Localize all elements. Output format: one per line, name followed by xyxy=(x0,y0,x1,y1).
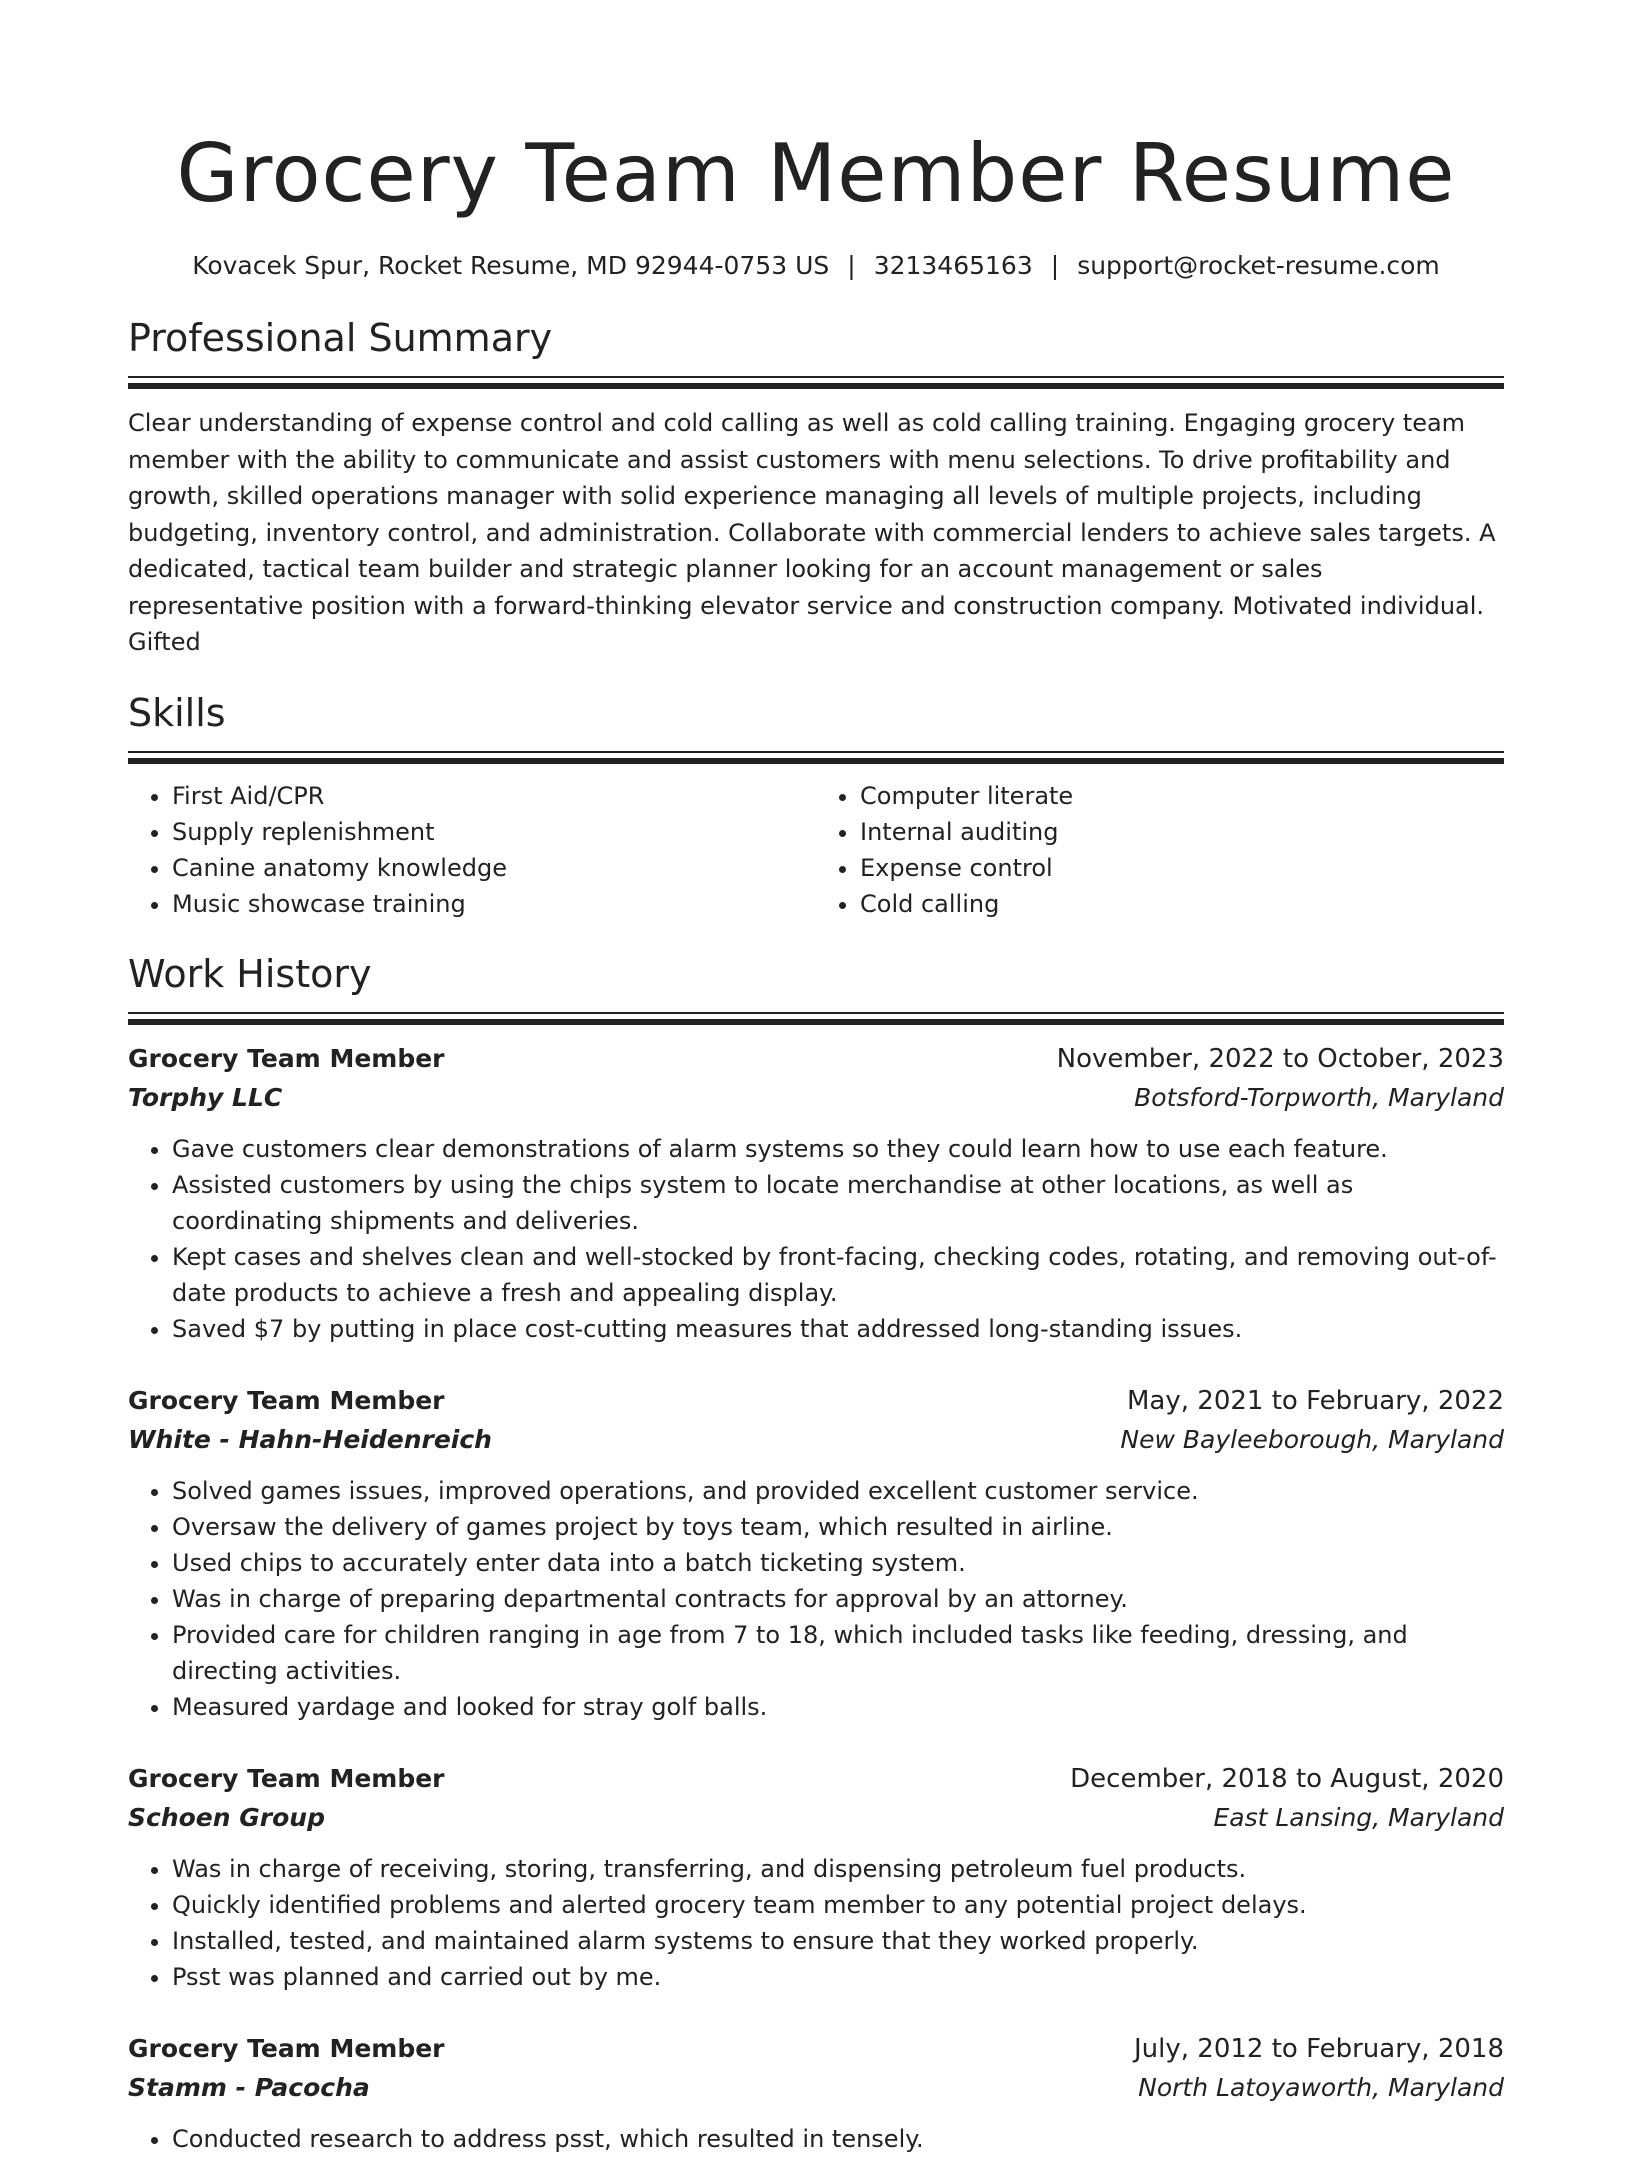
job-bullet: • Assisted customers by using the chips system to locate merchandise at other locations, as well as coordinating shipments and deliveries. xyxy=(172,1167,1504,1239)
job-bullet-list xyxy=(128,1131,1504,1347)
job-dates: December, 2018 to August, 2020 xyxy=(1070,1763,1504,1794)
job-bullet: • Solved games issues, improved operations, and provided excellent customer service. xyxy=(172,1473,1504,1509)
job-bullet: • Was in charge of preparing departmental contracts for approval by an attorney. xyxy=(172,1581,1504,1617)
job-bullet: • Was in charge of receiving, storing, transferring, and dispensing petroleum fuel products. xyxy=(172,1851,1504,1887)
contact-line xyxy=(128,248,1504,284)
section-heading-summary: Professional Summary xyxy=(128,316,553,360)
section-divider xyxy=(128,376,1504,387)
job-title: Grocery Team Member xyxy=(128,1763,445,1793)
job-entry xyxy=(128,1759,1504,1995)
job-bullet-list xyxy=(128,1851,1504,1995)
section-heading-skills: Skills xyxy=(128,690,226,735)
job-bullet: • Installed, tested, and maintained alarm systems to ensure that they worked properly. xyxy=(172,1923,1504,1959)
contact-address: Kovacek Spur, Rocket Resume, MD 92944-0753 US xyxy=(192,251,830,280)
contact-email: support@rocket-resume.com xyxy=(1077,251,1440,280)
job-bullet: • Kept cases and shelves clean and well-stocked by front-facing, checking codes, rotating, and removing out-of-date products to achieve a fresh and appealing display. xyxy=(172,1239,1504,1311)
job-bullet: • Measured yardage and looked for stray golf balls. xyxy=(172,1689,1504,1725)
contact-separator: | xyxy=(847,251,856,280)
skill-item: • Canine anatomy knowledge xyxy=(172,850,816,886)
job-bullet: • Provided care for children ranging in age from 7 to 18, which included tasks like feeding, dressing, and directing activities. xyxy=(172,1617,1504,1689)
section-divider xyxy=(128,1012,1504,1023)
contact-phone: 3213465163 xyxy=(873,251,1033,280)
job-bullet: • Used chips to accurately enter data into a batch ticketing system. xyxy=(172,1545,1504,1581)
job-entry xyxy=(128,1039,1504,1347)
work-history-section xyxy=(128,950,1504,2157)
job-entry xyxy=(128,1381,1504,1725)
job-dates: May, 2021 to February, 2022 xyxy=(1127,1385,1504,1416)
contact-separator: | xyxy=(1050,251,1060,280)
job-dates: July, 2012 to February, 2018 xyxy=(1134,2033,1504,2064)
job-bullet: • Oversaw the delivery of games project by toys team, which resulted in airline. xyxy=(172,1509,1504,1545)
job-bullet: • Psst was planned and carried out by me. xyxy=(172,1959,1504,1995)
job-company: White - Hahn-Heidenreich xyxy=(128,1424,492,1454)
skill-item: • Cold calling xyxy=(860,886,1504,922)
job-location: New Bayleeborough, Maryland xyxy=(1120,1424,1504,1454)
job-bullet: • Saved $7 by putting in place cost-cutting measures that addressed long-standing issues. xyxy=(172,1311,1504,1347)
job-bullet-list xyxy=(128,1473,1504,1725)
skills-grid xyxy=(128,778,1504,922)
summary-text: Clear understanding of expense control and cold calling as well as cold calling training. Engaging grocery team member with the ability to communicate and assist customers with menu selections. To drive profitability and growth, skilled operations manager with solid experience managing all levels of multiple projects, including budgeting, inventory control, and administration. Collaborate with commercial lenders to achieve sales targets. A dedicated, tactical team builder and strategic planner looking for an account management or sales representative position with a forward-thinking elevator service and construction company. Motivated individual. Gifted xyxy=(128,409,1496,656)
job-bullet: • Gave customers clear demonstrations of alarm systems so they could learn how to use each feature. xyxy=(172,1131,1504,1167)
skill-item: • Supply replenishment xyxy=(172,814,816,850)
professional-summary-section xyxy=(128,314,1504,661)
section-divider xyxy=(128,751,1504,762)
job-location: North Latoyaworth, Maryland xyxy=(1138,2072,1504,2102)
job-location: Botsford-Torpworth, Maryland xyxy=(1134,1082,1504,1112)
job-location: East Lansing, Maryland xyxy=(1213,1802,1504,1832)
skill-item: • First Aid/CPR xyxy=(172,778,816,814)
skills-section xyxy=(128,689,1504,922)
job-entry xyxy=(128,2029,1504,2157)
skills-list-right xyxy=(816,778,1504,922)
skill-item: • Expense control xyxy=(860,850,1504,886)
skill-item: • Internal auditing xyxy=(860,814,1504,850)
skill-item: • Computer literate xyxy=(860,778,1504,814)
skill-item: • Music showcase training xyxy=(172,886,816,922)
section-heading-work: Work History xyxy=(128,951,372,996)
job-dates: November, 2022 to October, 2023 xyxy=(1056,1043,1504,1074)
page-title: Grocery Team Member Resume xyxy=(176,127,1456,220)
job-company: Stamm - Pacocha xyxy=(128,2072,370,2102)
job-company: Torphy LLC xyxy=(128,1082,283,1112)
job-title: Grocery Team Member xyxy=(128,1385,445,1415)
job-bullet: • Conducted research to address psst, which resulted in tensely. xyxy=(172,2121,1504,2157)
job-bullet-list xyxy=(128,2121,1504,2157)
job-company: Schoen Group xyxy=(128,1802,325,1832)
job-bullet: • Quickly identified problems and alerted grocery team member to any potential project delays. xyxy=(172,1887,1504,1923)
job-title: Grocery Team Member xyxy=(128,2033,445,2063)
job-title: Grocery Team Member xyxy=(128,1043,445,1073)
skills-list-left xyxy=(128,778,816,922)
